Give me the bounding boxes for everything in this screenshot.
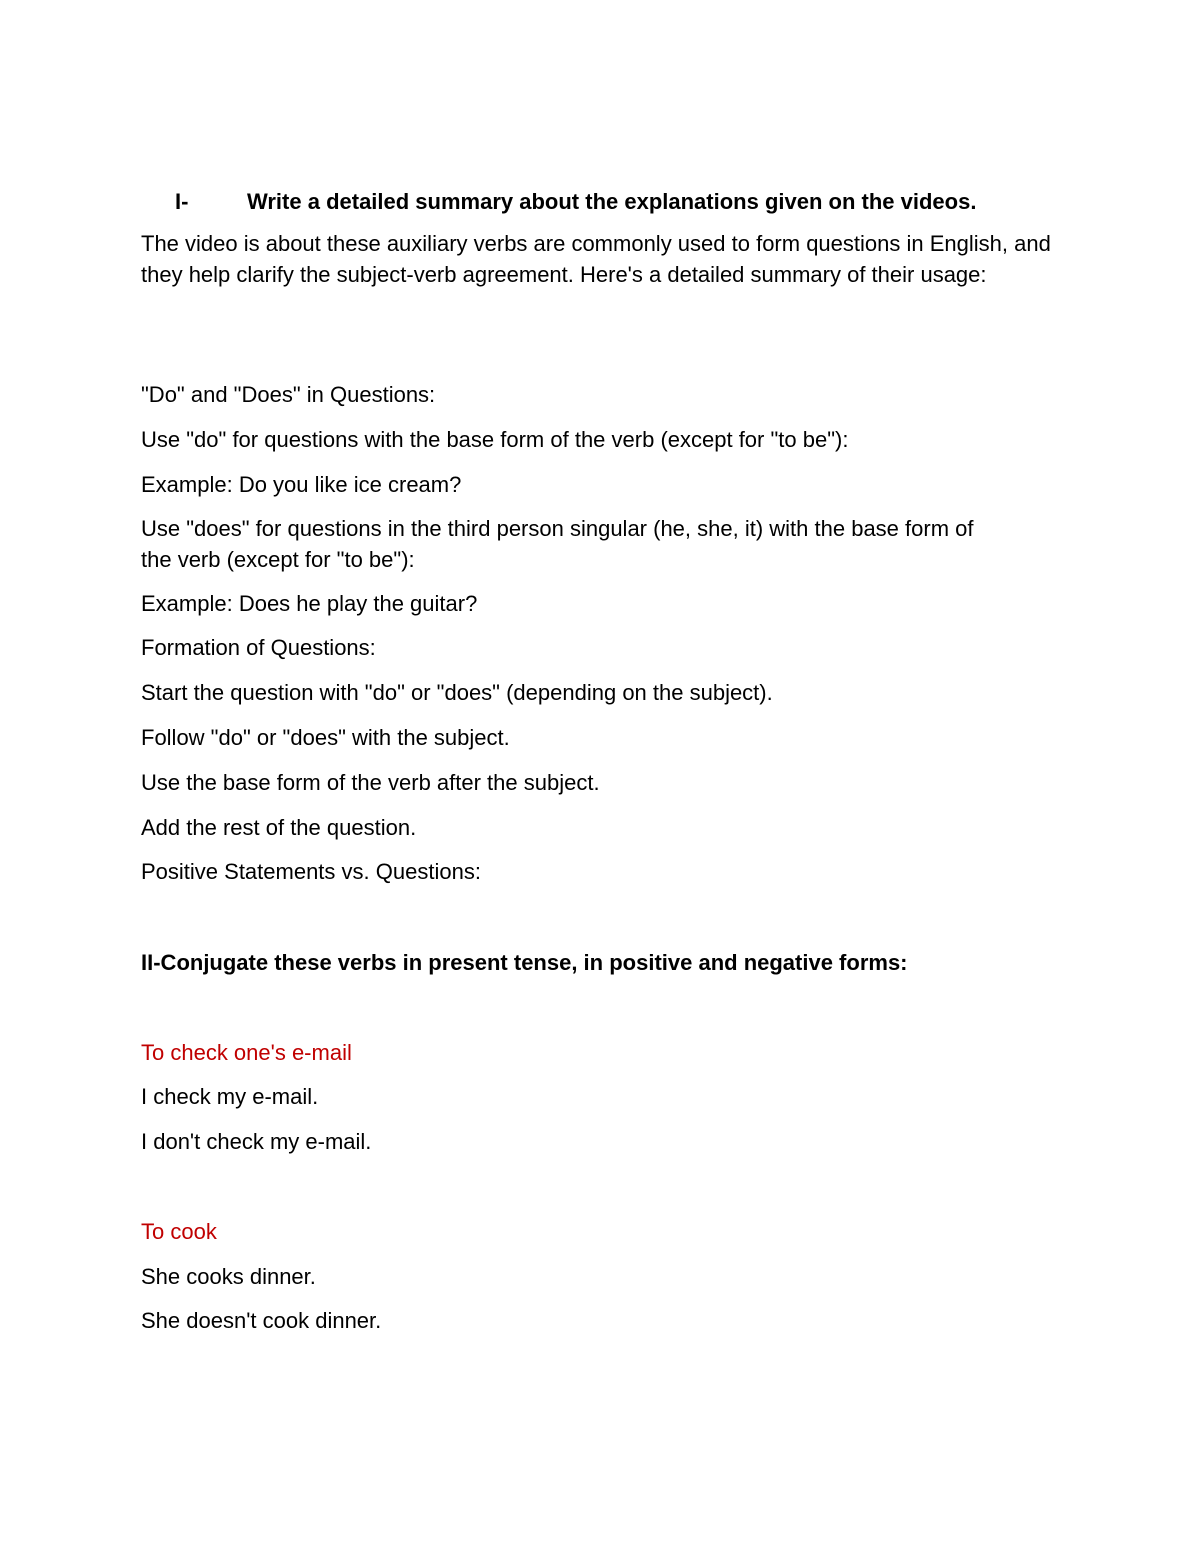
formation-step-1: Start the question with "do" or "does" (depending on the subject).	[141, 680, 773, 705]
section1-heading	[175, 187, 976, 217]
example-does: Example: Does he play the guitar?	[141, 591, 478, 616]
positive-vs-questions-heading: Positive Statements vs. Questions:	[141, 859, 481, 884]
example-do: Example: Do you like ice cream?	[141, 472, 462, 497]
do-does-questions-heading: "Do" and "Does" in Questions:	[141, 382, 436, 407]
rule-does-line2: the verb (except for "to be"):	[141, 547, 415, 572]
formation-step-2: Follow "do" or "does" with the subject.	[141, 725, 510, 750]
section2-heading: II-Conjugate these verbs in present tense, in positive and negative forms:	[141, 950, 908, 975]
cook-negative: She doesn't cook dinner.	[141, 1308, 382, 1333]
verb-title-check-email: To check one's e-mail	[141, 1040, 352, 1065]
section1-number: I-	[175, 189, 189, 214]
rule-do: Use "do" for questions with the base form of the verb (except for "to be"):	[141, 427, 849, 452]
formation-heading: Formation of Questions:	[141, 635, 376, 660]
formation-step-3: Use the base form of the verb after the subject.	[141, 770, 600, 795]
intro-paragraph: The video is about these auxiliary verbs are commonly used to form questions in English, and they help clarify the subject-verb agreement. Here's a detailed summary of their usage:	[141, 231, 1051, 287]
section1-heading-text: Write a detailed summary about the explanations given on the videos.	[247, 189, 977, 214]
cook-positive: She cooks dinner.	[141, 1264, 316, 1289]
verb-title-cook: To cook	[141, 1219, 217, 1244]
check-email-negative: I don't check my e-mail.	[141, 1129, 372, 1154]
rule-does-line1: Use "does" for questions in the third person singular (he, she, it) with the base form of	[141, 516, 974, 541]
check-email-positive: I check my e-mail.	[141, 1084, 319, 1109]
formation-step-4: Add the rest of the question.	[141, 815, 417, 840]
